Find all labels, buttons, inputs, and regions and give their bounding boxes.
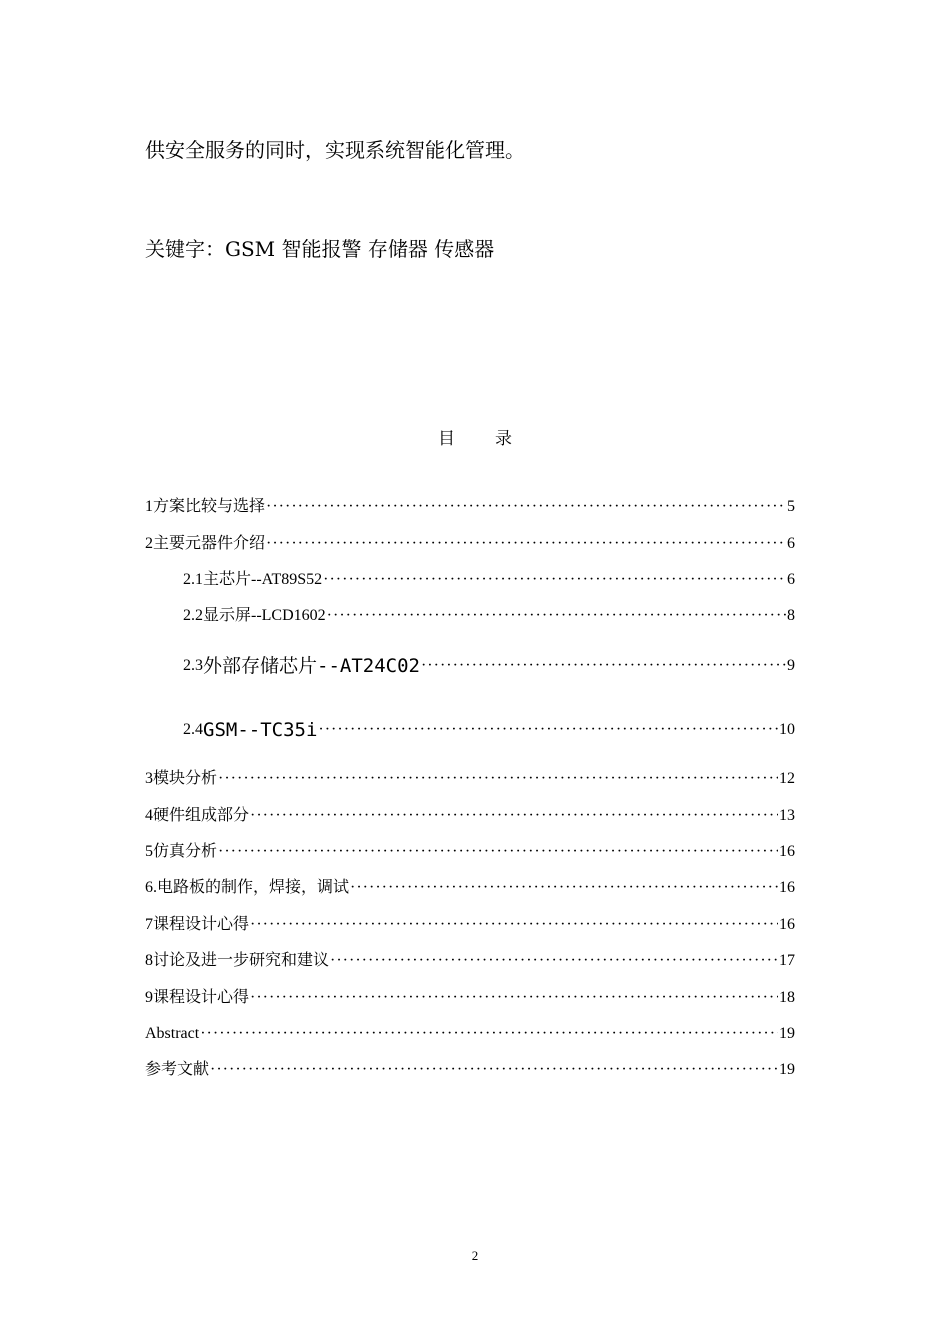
toc-leader <box>266 496 786 518</box>
toc-leader <box>327 605 786 627</box>
toc-entry-number: 2 <box>145 535 153 552</box>
toc-entry-number: 2.4 <box>183 721 203 738</box>
toc-entry-title: 主要元器件介绍 <box>153 535 266 552</box>
toc-leader <box>250 914 778 936</box>
toc-entry-page: 6 <box>787 571 795 588</box>
toc-entry[interactable] <box>145 950 795 972</box>
toc-entry[interactable] <box>145 533 795 555</box>
toc-entry-number: 2.1 <box>183 571 203 588</box>
toc-entry[interactable] <box>183 569 795 591</box>
keywords-line: 关键字：GSM 智能报警 存储器 传感器 <box>145 237 495 261</box>
toc-leader <box>318 719 778 741</box>
toc-entry-number: 7 <box>145 916 153 933</box>
toc-leader <box>218 768 778 790</box>
toc-entry-page: 19 <box>779 1025 795 1042</box>
toc-entry-number: 4 <box>145 807 153 824</box>
toc-entry-title: 模块分析 <box>153 770 218 787</box>
toc-entry-page: 16 <box>779 843 795 860</box>
toc-entry[interactable] <box>145 1059 795 1081</box>
toc-heading-left: 目 <box>438 429 455 449</box>
toc-entry[interactable] <box>145 805 795 827</box>
toc-entry[interactable] <box>145 1023 795 1045</box>
toc-entry[interactable] <box>145 768 795 790</box>
toc-entry-page: 9 <box>787 657 795 674</box>
toc-entry-page: 5 <box>787 498 795 515</box>
toc-leader <box>210 1059 778 1081</box>
toc-entry[interactable] <box>145 914 795 936</box>
toc-entry-number: 3 <box>145 770 153 787</box>
toc-entry-number: 2.2 <box>183 607 203 624</box>
toc-heading <box>0 424 950 449</box>
toc-leader <box>330 950 778 972</box>
toc-entry-title: 仿真分析 <box>153 843 218 860</box>
toc-entry-title: 电路板的制作，焊接，调试 <box>157 879 350 896</box>
toc-leader <box>266 533 786 555</box>
toc-entry-page: 18 <box>779 989 795 1006</box>
toc-entry[interactable] <box>183 605 795 627</box>
toc-entry-title: GSM--TC35i <box>203 719 318 741</box>
toc-entry-page: 13 <box>779 807 795 824</box>
toc-entry-number: 6. <box>145 879 157 896</box>
toc-entry[interactable] <box>183 719 795 741</box>
toc-entry[interactable] <box>183 655 795 677</box>
toc-leader <box>200 1023 778 1045</box>
toc-entry-page: 19 <box>779 1061 795 1078</box>
toc-entry[interactable] <box>145 496 795 518</box>
toc-entry-page: 8 <box>787 607 795 624</box>
page-number: 2 <box>471 1248 479 1263</box>
body-paragraph: 供安全服务的同时，实现系统智能化管理。 <box>145 138 525 162</box>
toc-entry-title: Abstract <box>145 1025 200 1042</box>
toc-entry-title: 参考文献 <box>145 1061 210 1078</box>
toc-entry-title: 显示屏--LCD1602 <box>203 607 326 624</box>
toc-entry-title: 讨论及进一步研究和建议 <box>153 952 330 969</box>
toc-entry-number: 5 <box>145 843 153 860</box>
toc-entry[interactable] <box>145 877 795 899</box>
toc-entry-page: 6 <box>787 535 795 552</box>
toc-heading-right: 录 <box>495 429 512 449</box>
toc-entry-title: 主芯片--AT89S52 <box>203 571 323 588</box>
toc-entry-title: 方案比较与选择 <box>153 498 266 515</box>
toc-leader <box>218 841 778 863</box>
toc-entry-number: 8 <box>145 952 153 969</box>
toc-leader <box>350 877 778 899</box>
toc-entry-page: 16 <box>779 916 795 933</box>
toc-entry-number: 9 <box>145 989 153 1006</box>
toc-entry-page: 10 <box>779 721 795 738</box>
toc-entry-page: 17 <box>779 952 795 969</box>
toc-leader <box>421 655 786 677</box>
toc-entry-number: 2.3 <box>183 657 203 674</box>
toc-entry-title: 硬件组成部分 <box>153 807 250 824</box>
toc-entry[interactable] <box>145 841 795 863</box>
toc-entry-page: 16 <box>779 879 795 896</box>
toc-leader <box>250 805 778 827</box>
toc-entry[interactable] <box>145 987 795 1009</box>
toc-entry-title: 课程设计心得 <box>153 916 250 933</box>
toc-entry-title: 课程设计心得 <box>153 989 250 1006</box>
toc-leader <box>250 987 778 1009</box>
toc-entry-number: 1 <box>145 498 153 515</box>
toc-entry-page: 12 <box>779 770 795 787</box>
toc-entry-title: 外部存储芯片--AT24C02 <box>203 655 420 677</box>
toc-leader <box>323 569 786 591</box>
